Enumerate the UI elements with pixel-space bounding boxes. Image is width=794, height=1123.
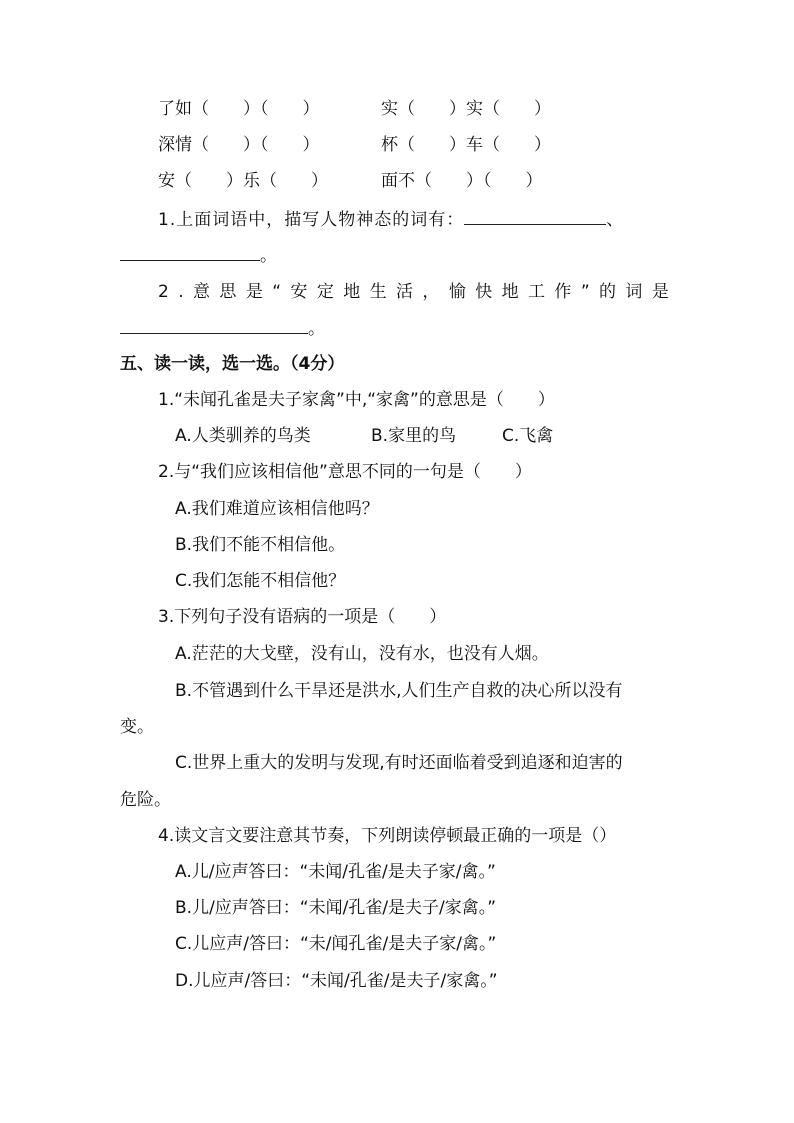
question-2-option-a[interactable]: A.我们难道应该相信他吗？ [175,499,379,519]
word-pair-1b: 实（ ）实（ ） [381,99,551,119]
question-3-option-c[interactable]: C.世界上重大的发明与发现,有时还面临着受到追逐和迫害的 [175,753,623,773]
word-pair-2a: 深情（ ）（ ） [158,135,320,155]
question-4-stem: 4.读文言文要注意其节奏，下列朗读停顿最正确的一项是（） [158,826,617,846]
question-2-stem: 2.与“我们应该相信他”意思不同的一句是（ ） [158,462,532,482]
answer-blank-2[interactable] [120,244,260,261]
sub-question-2-end: 。 [308,319,325,339]
question-3-option-a[interactable]: A.茫茫的大戈壁，没有山，没有水，也没有人烟。 [175,644,549,664]
word-pair-3b: 面不（ ）（ ） [381,171,543,191]
question-3-option-c-cont: 危险。 [120,790,171,810]
question-3-stem: 3.下列句子没有语病的一项是（ ） [158,607,447,627]
question-4-option-c[interactable]: C.儿应声/答曰：“未/闻孔雀/是夫子家/禽。” [175,934,497,954]
sub-question-2: 2.意思是“安定地生活，愉快地工作”的词是 [158,282,679,302]
question-4-option-d[interactable]: D.儿应声/答曰：“未闻/孔雀/是夫子/家禽。” [175,971,498,991]
question-1-stem: 1.“未闻孔雀是夫子家禽”中,“家禽”的意思是（ ） [158,390,555,410]
answer-blank-1[interactable] [464,208,606,225]
question-1-option-b[interactable]: B.家里的鸟 [371,426,457,446]
section-5-heading: 五、读一读，选一选。（4分） [120,354,345,374]
question-4-option-b[interactable]: B.儿/应声答曰：“未闻/孔雀/是夫子/家禽。” [175,898,497,918]
question-1-option-a[interactable]: A.人类驯养的鸟类 [175,426,311,446]
sub-question-1-end: 。 [260,246,277,266]
sub-question-2-cont [120,317,325,340]
sub-question-1-text: 1.上面词语中，描写人物神态的词有： [158,210,465,230]
word-pair-1a: 了如（ ）（ ） [158,99,320,119]
question-3-option-b-cont: 变。 [120,717,154,737]
question-4-option-a[interactable]: A.儿/应声答曰：“未闻/孔雀/是夫子家/禽。” [175,862,496,882]
sub-question-1 [158,208,624,231]
question-1-option-c[interactable]: C.飞禽 [502,426,554,446]
word-pair-3a: 安（ ）乐（ ） [158,171,328,191]
question-2-option-b[interactable]: B.我们不能不相信他。 [175,535,346,555]
sub-question-1-cont [120,244,277,267]
blank-separator: 、 [606,210,625,230]
question-3-option-b[interactable]: B.不管遇到什么干旱还是洪水,人们生产自救的决心所以没有 [175,681,623,701]
question-2-option-c[interactable]: C.我们怎能不相信他？ [175,571,346,591]
word-pair-2b: 杯（ ）车（ ） [381,135,551,155]
answer-blank-3[interactable] [120,317,308,334]
